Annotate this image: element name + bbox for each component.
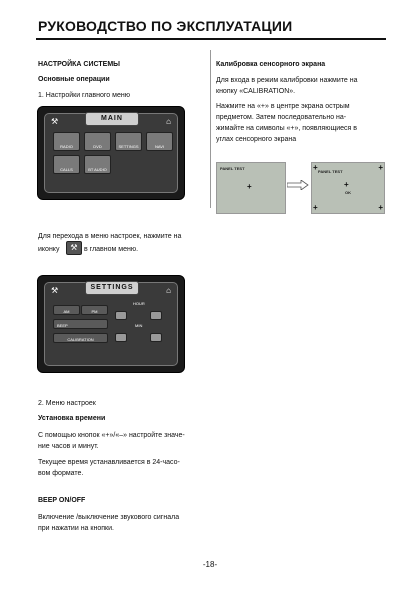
title-rule — [36, 38, 386, 40]
arrow-icon — [287, 180, 309, 190]
calibration-screen-initial — [216, 162, 286, 214]
screen-area — [44, 113, 178, 193]
column-divider — [210, 50, 211, 208]
beep-paragraph-line1: Включение /выключение звукового сигнала — [38, 514, 180, 521]
calibration-p1-line2: кнопку «CALIBRATION». — [216, 88, 296, 95]
calibration-p2-line4: углах сенсорного экрана — [216, 136, 297, 143]
panel-test-label: PANEL TEST — [220, 166, 245, 171]
time-paragraph1-line2: ние часов и минут. — [38, 443, 99, 450]
calibration-p2-line1: Нажмите на «+» в центре экрана острым — [216, 103, 350, 110]
menu-button-label: SETTINGS — [118, 144, 139, 149]
min-label: MIN — [135, 323, 143, 328]
menu-button-label: NAVI — [154, 144, 165, 149]
subsection-title: Основные операции — [38, 76, 110, 83]
calibration-title: Калибровка сенсорного экрана — [216, 61, 326, 68]
pm-button[interactable] — [81, 305, 108, 315]
min-minus-button[interactable] — [115, 333, 127, 342]
calibration-p2-line3: жимайте на символы «+», появляющиеся в — [216, 125, 357, 132]
tools-icon: ⚒ — [51, 117, 59, 126]
min-plus-button[interactable] — [150, 333, 162, 342]
settings-header: SETTINGS — [85, 281, 140, 295]
calibration-p2-line2: предметом. Затем последовательно на- — [216, 114, 347, 121]
top-left-plus-target[interactable]: + — [313, 163, 318, 172]
top-right-plus-target[interactable]: + — [378, 163, 383, 172]
time-paragraph2-line1: Текущее время устанавливается в 24-часо- — [38, 459, 180, 466]
am-label: AM — [63, 309, 70, 314]
calibration-p1-line1: Для входа в режим калибровки нажмите на — [216, 77, 358, 84]
beep-button[interactable] — [53, 319, 108, 329]
menu-button-label: DVD — [93, 144, 102, 149]
main-menu-screenshot — [37, 106, 185, 200]
main-header: MAIN — [85, 112, 140, 126]
menu-instruction-line2b: в главном меню. — [84, 246, 139, 253]
beep-paragraph-line2: при нажатии на кнопки. — [38, 525, 114, 532]
calibration-screen-corners — [311, 162, 385, 214]
menu-instruction-line1: Для перехода в меню настроек, нажмите на — [38, 233, 182, 240]
menu-button-settings[interactable] — [115, 132, 142, 151]
tools-icon: ⚒ — [66, 241, 82, 255]
ok-label: OK — [345, 190, 351, 195]
beep-label: BEEP — [57, 323, 68, 328]
center-plus-target[interactable]: + — [344, 180, 349, 189]
calibration-label: CALIBRATION — [67, 337, 94, 342]
calibration-button[interactable] — [53, 333, 108, 343]
menu-button-calls[interactable] — [53, 155, 80, 174]
page-title: РУКОВОДСТВО ПО ЭКСПЛУАТАЦИИ — [38, 18, 293, 34]
beep-title: BEEP ON/OFF — [38, 497, 86, 504]
menu-button-navi[interactable] — [146, 132, 173, 151]
menu-button-label: RADIO — [60, 144, 73, 149]
screen-area — [44, 282, 178, 366]
page-number: -18- — [202, 560, 218, 569]
panel-test-label: PANEL TEST — [318, 169, 343, 174]
menu-instruction-line2a: иконку — [38, 246, 60, 253]
tools-icon: ⚒ — [51, 286, 59, 295]
menu-button-radio[interactable] — [53, 132, 80, 151]
menu-button-label: BT AUDIO — [88, 167, 107, 172]
section-title: НАСТРОЙКА СИСТЕМЫ — [38, 61, 121, 68]
center-plus-target[interactable]: + — [247, 182, 252, 191]
pm-label: PM — [91, 309, 98, 314]
menu-button-bt-audio[interactable] — [84, 155, 111, 174]
bottom-left-plus-target[interactable]: + — [313, 203, 318, 212]
home-icon: ⌂ — [166, 286, 171, 295]
step-1: 1. Настройки главного меню — [38, 92, 130, 99]
time-title: Установка времени — [38, 415, 106, 422]
hour-label: HOUR — [133, 301, 145, 306]
bottom-right-plus-target[interactable]: + — [378, 203, 383, 212]
am-button[interactable] — [53, 305, 80, 315]
hour-minus-button[interactable] — [115, 311, 127, 320]
settings-screenshot — [37, 275, 185, 373]
hour-plus-button[interactable] — [150, 311, 162, 320]
time-paragraph2-line2: вом формате. — [38, 470, 84, 477]
home-icon: ⌂ — [166, 117, 171, 126]
time-paragraph1-line1: С помощью кнопок «+»/«–» настройте значе- — [38, 432, 185, 439]
step-2: 2. Меню настроек — [38, 400, 96, 407]
menu-button-dvd[interactable] — [84, 132, 111, 151]
menu-button-label: CALLS — [60, 167, 73, 172]
